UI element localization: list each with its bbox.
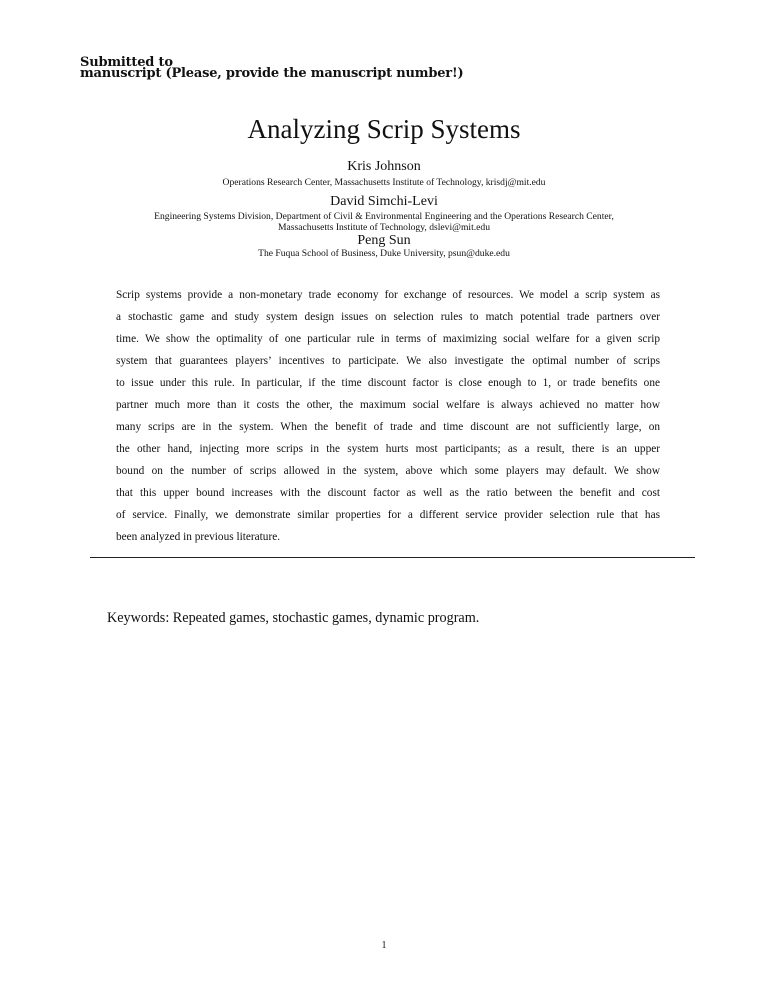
author-name: Peng Sun [357,233,411,248]
abstract-line: Scrip systems provide a non-monetary trade economy for exchange of resources. We model a scrip system as [116,289,660,301]
author-name: David Simchi-Levi [330,194,438,209]
abstract-line: the other hand, injecting more scrips in the system hurts most participants; as a result, there is an upper [116,443,660,455]
abstract-line: to issue under this rule. In particular, if the time discount factor is close enough to 1, or trade benefits one [116,377,660,389]
abstract-line: bound on the number of scrips allowed in the system, above which some players may default. We show [116,465,660,477]
abstract-line: system that guarantees players’ incentives to participate. We also investigate the optimal number of scrips [116,355,660,367]
abstract-line: that this upper bound increases with the discount factor as well as the ratio between the benefit and cost [116,487,660,499]
abstract-divider [90,557,695,558]
abstract-line: a stochastic game and study system design issues on selection rules to match potential trade partners over [116,311,660,323]
author-affiliation: Operations Research Center, Massachusetts Institute of Technology, krisdj@mit.edu [222,177,546,188]
abstract-line: many scrips are in the system. When the benefit of trade and time discount are not sufficiently large, on [116,421,660,433]
abstract-line: been analyzed in previous literature. [116,531,281,543]
abstract-line: partner much more than it costs the other, the maximum social welfare is always achieved no matter how [116,399,660,411]
author-affiliation: Massachusetts Institute of Technology, dslevi@mit.edu [278,222,490,233]
author-affiliation: Engineering Systems Division, Department of Civil & Environmental Engineering and the Operations Research Center, [154,211,614,222]
paper-title: Analyzing Scrip Systems [247,114,521,144]
author-name: Kris Johnson [347,159,421,174]
author-affiliation: The Fuqua School of Business, Duke University, psun@duke.edu [258,248,510,259]
page-number: 1 [381,940,387,951]
abstract-line: time. We show the optimality of one particular rule in terms of maximizing social welfare for a given scrip [116,333,660,345]
submission-header-line2: manuscript (Please, provide the manuscript number!) [80,66,464,81]
abstract-line: of service. Finally, we demonstrate similar properties for a different service provider selection rule that has [116,509,660,521]
submission-header-line1: Submitted to [80,55,173,70]
keywords: Keywords: Repeated games, stochastic games, dynamic program. [107,610,480,626]
